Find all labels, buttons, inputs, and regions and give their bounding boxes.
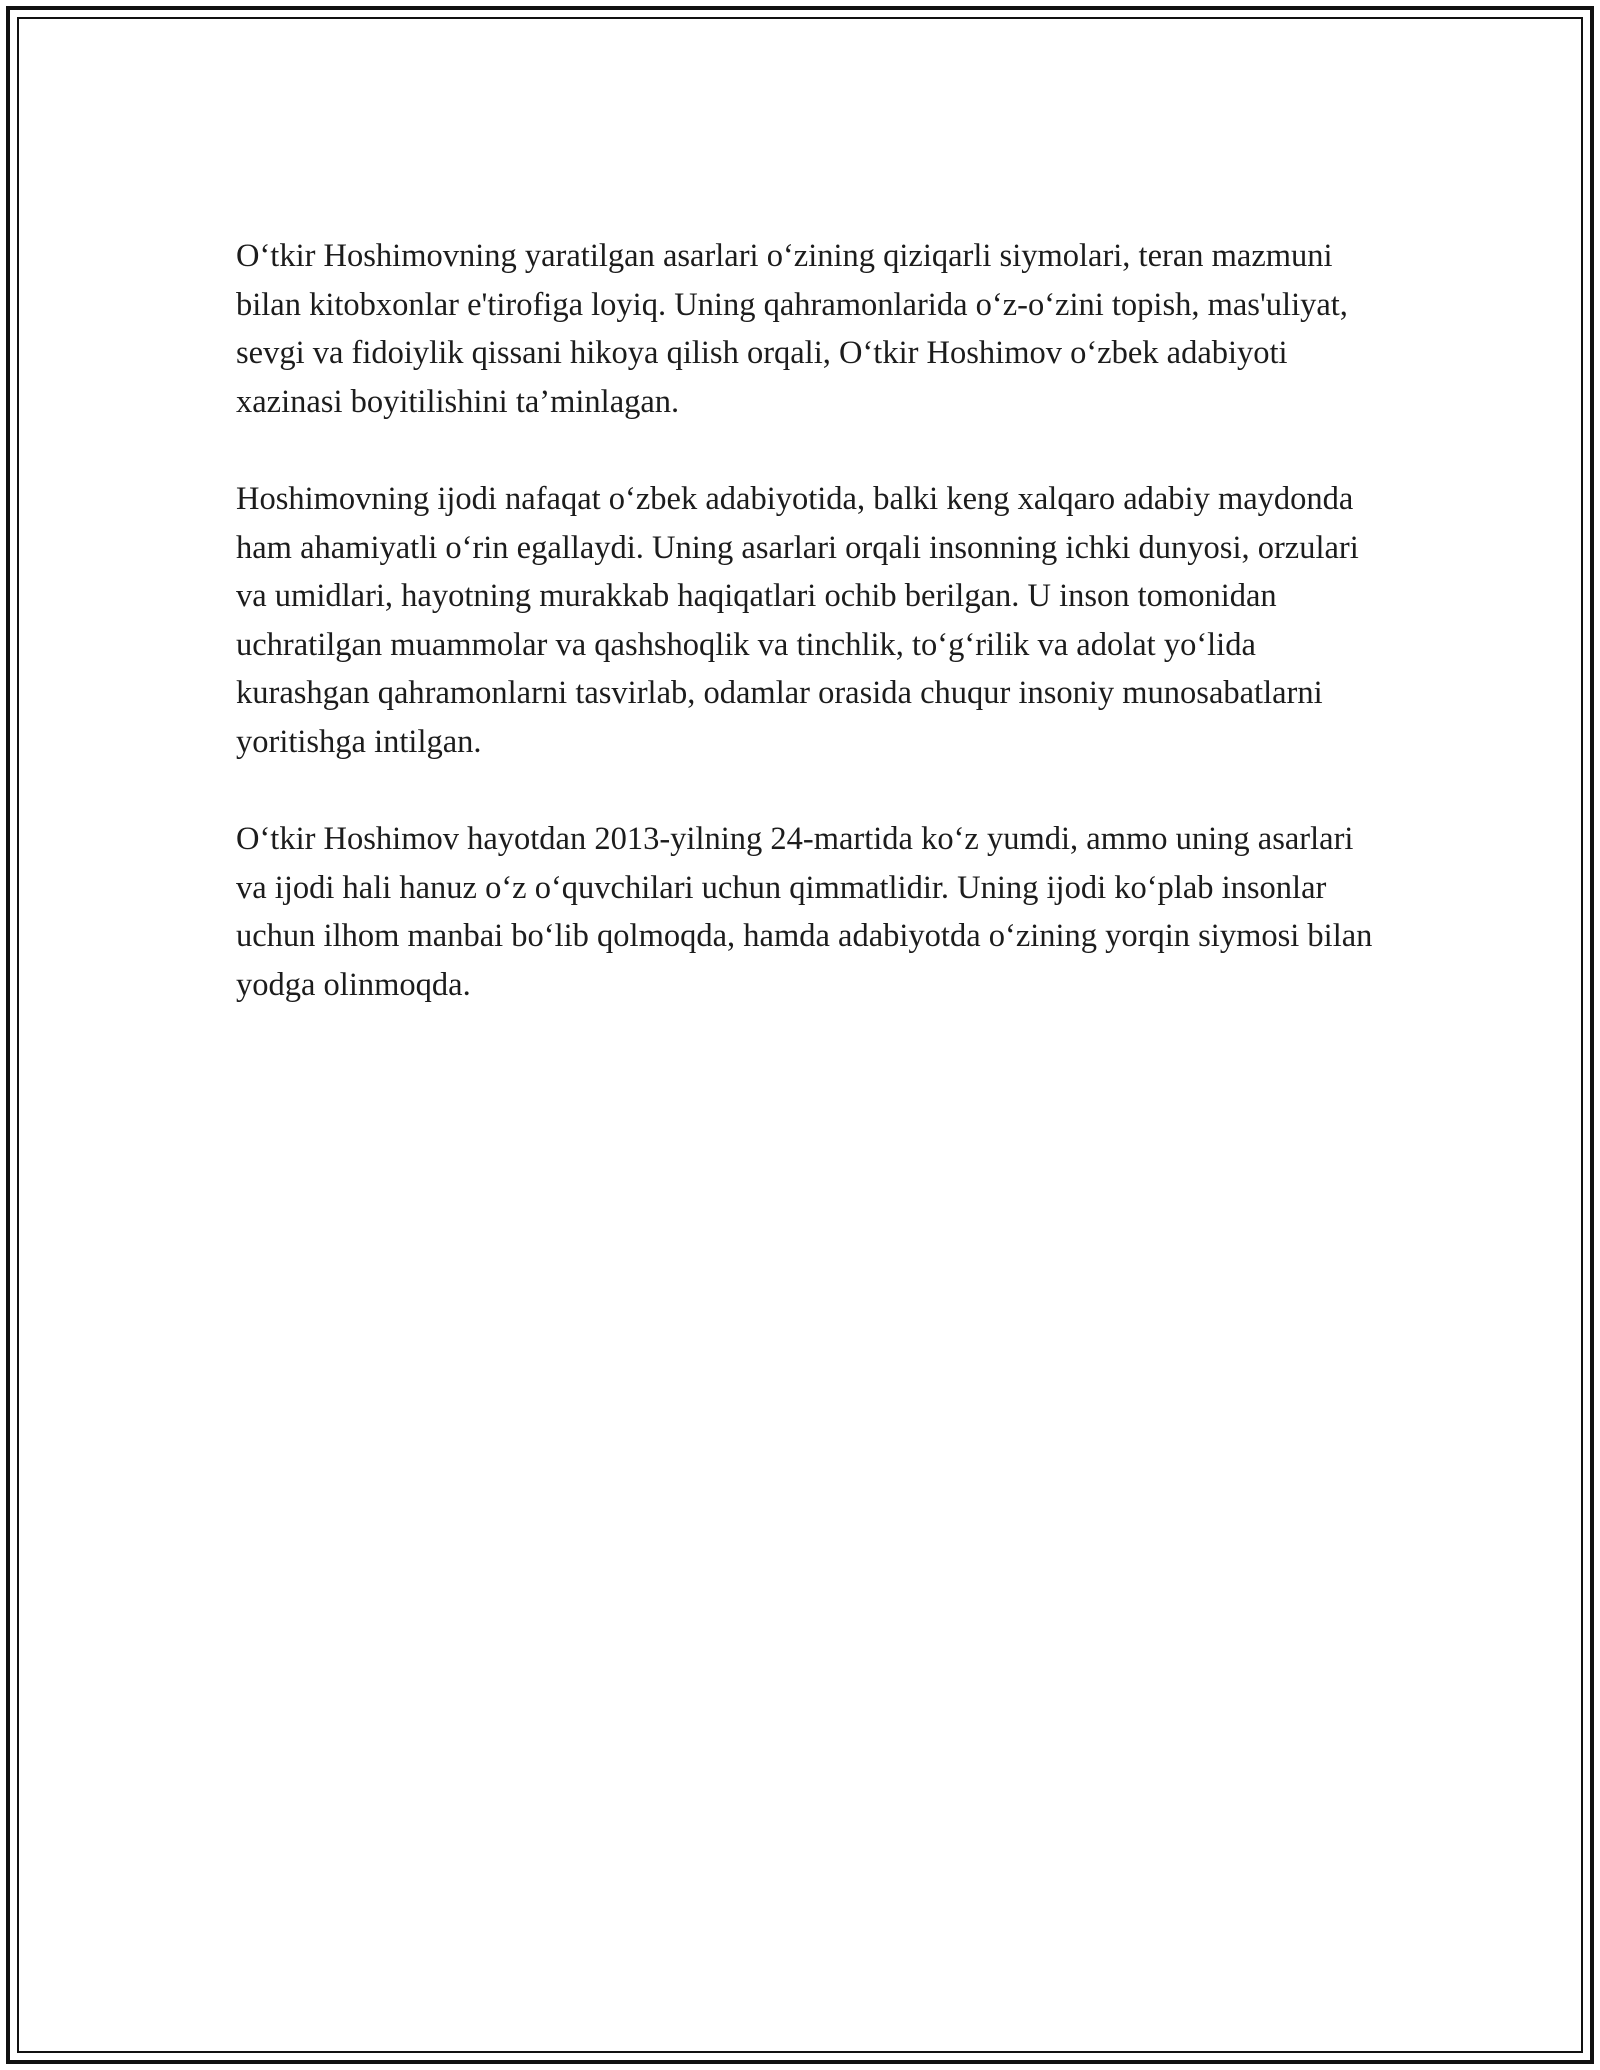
paragraph-2: Hoshimovning ijodi nafaqat o‘zbek adabiyotida, balki keng xalqaro adabiy maydonda ham ahamiyatli o‘rin egallaydi. Uning asarlari orqali insonning ichki dunyosi, orzulari va umidlari, hayotning murakkab haqiqatlari ochib berilgan. U inson tomonidan uchratilgan muammolar va qashshoqlik va tinchlik, to‘g‘rilik va adolat yo‘lida kurashgan qahramonlarni tasvirlab, odamlar orasida chuqur insoniy munosabatlarni yoritishga intilgan. (236, 481, 1359, 760)
paragraph-3: O‘tkir Hoshimov hayotdan 2013-yilning 24-martida ko‘z yumdi, ammo uning asarlari va ijodi hali hanuz o‘z o‘quvchilari uchun qimmatlidir. Uning ijodi ko‘plab insonlar uchun ilhom manbai bo‘lib qolmoqda, hamda adabiyotda o‘zining yorqin siymosi bilan yodga olinmoqda. (236, 821, 1373, 1003)
document-body (236, 232, 1376, 1058)
paragraph-1: O‘tkir Hoshimovning yaratilgan asarlari o‘zining qiziqarli siymolari, teran mazmuni bilan kitobxonlar e'tirofiga loyiq. Uning qahramonlarida o‘z-o‘zini topish, mas'uliyat, sevgi va fidoiylik qissani hikoya qilish orqali, O‘tkir Hoshimov o‘zbek adabiyoti xazinasi boyitilishini ta’minlagan. (236, 238, 1348, 420)
